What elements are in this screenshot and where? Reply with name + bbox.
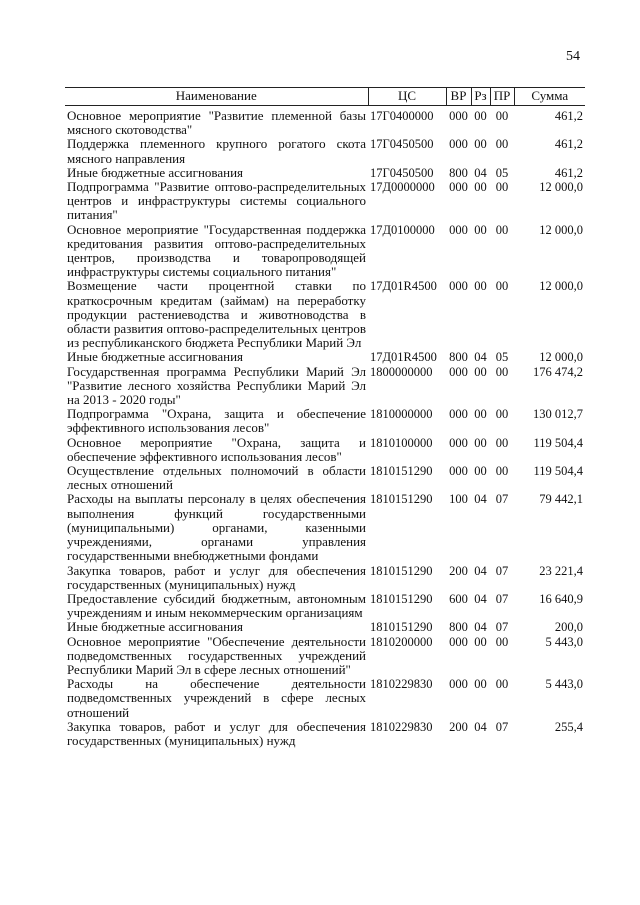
table-row: [65, 223, 585, 280]
row-rz: 00: [474, 464, 487, 479]
row-cs: 1810229830: [370, 677, 433, 692]
table-row: [65, 677, 585, 720]
row-name: Предоставление субсидий бюджетным, автономным учреждениям и иным некоммерческим организациям: [67, 590, 366, 621]
row-name: Подпрограмма "Развитие оптово-распределительных центров и инфраструктуры системы социального питания": [67, 179, 366, 223]
row-vr: 800: [449, 620, 468, 635]
row-sum: 12 000,0: [539, 350, 583, 365]
row-name: Закупка товаров, работ и услуг для обеспечения государственных (муниципальных) нужд: [67, 718, 366, 748]
table-row: [65, 492, 585, 563]
row-vr: 800: [449, 165, 468, 180]
row-vr: 000: [449, 180, 468, 195]
row-rz: 00: [474, 222, 487, 237]
row-name: Основное мероприятие "Охрана, защита и обеспечение эффективного использования лесов": [67, 434, 366, 464]
row-vr: 800: [449, 350, 468, 365]
row-name: Расходы на выплаты персоналу в целях обеспечения выполнения функций государственными (муниципальными) органами, казенными учреждениями, органами управления государственными внебюджетными фондами: [67, 491, 366, 564]
row-sum: 176 474,2: [533, 364, 583, 379]
table-row: [65, 350, 585, 364]
row-vr: 200: [449, 563, 468, 578]
row-cs: 1810000000: [370, 407, 433, 422]
row-name: Основное мероприятие "Обеспечение деятельности подведомственных государственных учреждений Республики Марий Эл в сфере лесных отношений": [67, 633, 366, 677]
row-pr: 00: [495, 464, 509, 479]
row-vr: 000: [449, 109, 468, 123]
row-vr: 000: [449, 222, 468, 237]
row-cs: 1800000000: [370, 364, 433, 379]
row-name: Закупка товаров, работ и услуг для обеспечения государственных (муниципальных) нужд: [67, 562, 366, 592]
row-rz: 04: [474, 591, 487, 606]
row-cs: 1810151290: [370, 563, 433, 578]
row-sum: 119 504,4: [533, 464, 583, 479]
table-row: [65, 564, 585, 592]
row-cs: 17Д01R4500: [370, 279, 437, 294]
row-name: Иные бюджетные ассигнования: [67, 164, 244, 180]
table-header-row: [65, 88, 585, 106]
row-sum: 255,4: [554, 719, 583, 734]
row-pr: 00: [495, 435, 509, 450]
row-pr: 05: [495, 350, 509, 365]
row-sum: 200,0: [554, 620, 583, 635]
header-vr: ВР: [446, 88, 471, 106]
row-pr: 00: [495, 222, 509, 237]
row-cs: 17Г0450500: [370, 165, 434, 180]
row-vr: 000: [449, 435, 468, 450]
row-rz: 00: [474, 137, 487, 152]
row-pr: 05: [495, 165, 509, 180]
row-pr: 07: [495, 591, 509, 606]
row-name: Расходы на обеспечение деятельности подведомственных учреждений в сфере лесных отношений: [67, 676, 366, 720]
row-pr: 00: [495, 279, 509, 294]
row-cs: 1810229830: [370, 719, 433, 734]
row-sum: 16 640,9: [539, 591, 583, 606]
row-name: Осуществление отдельных полномочий в области лесных отношений: [67, 463, 366, 493]
row-pr: 00: [495, 634, 509, 649]
row-sum: 5 443,0: [545, 634, 583, 649]
row-vr: 000: [449, 137, 468, 152]
row-pr: 00: [495, 109, 509, 123]
table-body: [65, 106, 585, 749]
table-row: [65, 279, 585, 350]
table-row: [65, 365, 585, 408]
row-vr: 000: [449, 407, 468, 422]
row-cs: 1810200000: [370, 634, 433, 649]
row-sum: 119 504,4: [533, 435, 583, 450]
row-cs: 1810151290: [370, 464, 433, 479]
row-cs: 17Г0400000: [370, 109, 434, 123]
row-sum: 461,2: [554, 109, 583, 123]
row-name: Основное мероприятие "Развитие племенной базы мясного скотоводства": [67, 108, 366, 138]
row-pr: 00: [495, 407, 509, 422]
row-cs: 1810151290: [370, 492, 433, 507]
header-rz: Рз: [471, 88, 490, 106]
row-pr: 07: [495, 719, 509, 734]
row-vr: 000: [449, 279, 468, 294]
row-sum: 23 221,4: [539, 563, 583, 578]
table-row: [65, 407, 585, 435]
row-sum: 12 000,0: [539, 222, 583, 237]
row-name: Иные бюджетные ассигнования: [67, 349, 244, 365]
row-name: Основное мероприятие "Государственная поддержка кредитования развития оптово-распределительных центров, производства и товаропроводящей инфраструктуры системы социального питания": [67, 221, 366, 280]
row-cs: 1810100000: [370, 435, 433, 450]
row-cs: 17Д0100000: [370, 222, 435, 237]
table-row: [65, 166, 585, 180]
row-pr: 00: [495, 677, 509, 692]
table-row: [65, 436, 585, 464]
row-cs: 1810151290: [370, 591, 433, 606]
budget-table: [65, 87, 585, 748]
page-number: 54: [566, 49, 580, 64]
row-vr: 000: [449, 364, 468, 379]
row-rz: 00: [474, 407, 487, 422]
row-rz: 04: [474, 620, 487, 635]
header-name: Наименование: [65, 88, 368, 106]
row-sum: 5 443,0: [545, 677, 583, 692]
row-rz: 04: [474, 492, 487, 507]
row-pr: 00: [495, 137, 509, 152]
row-sum: 79 442,1: [539, 492, 583, 507]
row-rz: 04: [474, 165, 487, 180]
row-name: Подпрограмма "Охрана, защита и обеспечение эффективного использования лесов": [67, 406, 366, 436]
row-pr: 00: [495, 364, 509, 379]
row-rz: 04: [474, 719, 487, 734]
row-vr: 000: [449, 634, 468, 649]
row-sum: 12 000,0: [539, 279, 583, 294]
row-pr: 07: [495, 563, 509, 578]
row-rz: 00: [474, 180, 487, 195]
row-name: Поддержка племенного крупного рогатого скота мясного направления: [67, 136, 366, 166]
row-sum: 461,2: [554, 165, 583, 180]
row-cs: 17Д0000000: [370, 180, 435, 195]
table-row: [65, 106, 585, 138]
row-vr: 000: [449, 677, 468, 692]
row-name: Иные бюджетные ассигнования: [67, 619, 244, 635]
row-rz: 00: [474, 677, 487, 692]
row-vr: 200: [449, 719, 468, 734]
header-pr: ПР: [490, 88, 514, 106]
row-vr: 000: [449, 464, 468, 479]
table-row: [65, 620, 585, 634]
table-row: [65, 635, 585, 678]
row-rz: 00: [474, 634, 487, 649]
row-name: Государственная программа Республики Марий Эл "Развитие лесного хозяйства Республики Марий Эл на 2013 - 2020 годы": [67, 363, 366, 408]
table-row: [65, 592, 585, 620]
row-name: Возмещение части процентной ставки по краткосрочным кредитам (займам) на переработку продукции растениеводства и животноводства в области развития оптово-распределительных центров из республиканского бюджета Республики Марий Эл: [67, 278, 366, 351]
row-cs: 1810151290: [370, 620, 433, 635]
row-rz: 00: [474, 279, 487, 294]
row-rz: 04: [474, 563, 487, 578]
row-vr: 600: [449, 591, 468, 606]
row-pr: 00: [495, 180, 509, 195]
row-cs: 17Д01R4500: [370, 350, 437, 365]
row-rz: 00: [474, 109, 487, 123]
header-sum: Сумма: [514, 88, 585, 106]
row-rz: 00: [474, 364, 487, 379]
row-cs: 17Г0450500: [370, 137, 434, 152]
row-pr: 07: [495, 620, 509, 635]
table-row: [65, 180, 585, 223]
row-rz: 00: [474, 435, 487, 450]
row-sum: 130 012,7: [533, 407, 583, 422]
table-row: [65, 464, 585, 492]
row-pr: 07: [495, 492, 509, 507]
header-cs: ЦС: [368, 88, 446, 106]
table-row: [65, 137, 585, 165]
row-sum: 12 000,0: [539, 180, 583, 195]
table-row: [65, 720, 585, 748]
row-vr: 100: [449, 492, 468, 507]
row-sum: 461,2: [554, 137, 583, 152]
row-rz: 04: [474, 350, 487, 365]
